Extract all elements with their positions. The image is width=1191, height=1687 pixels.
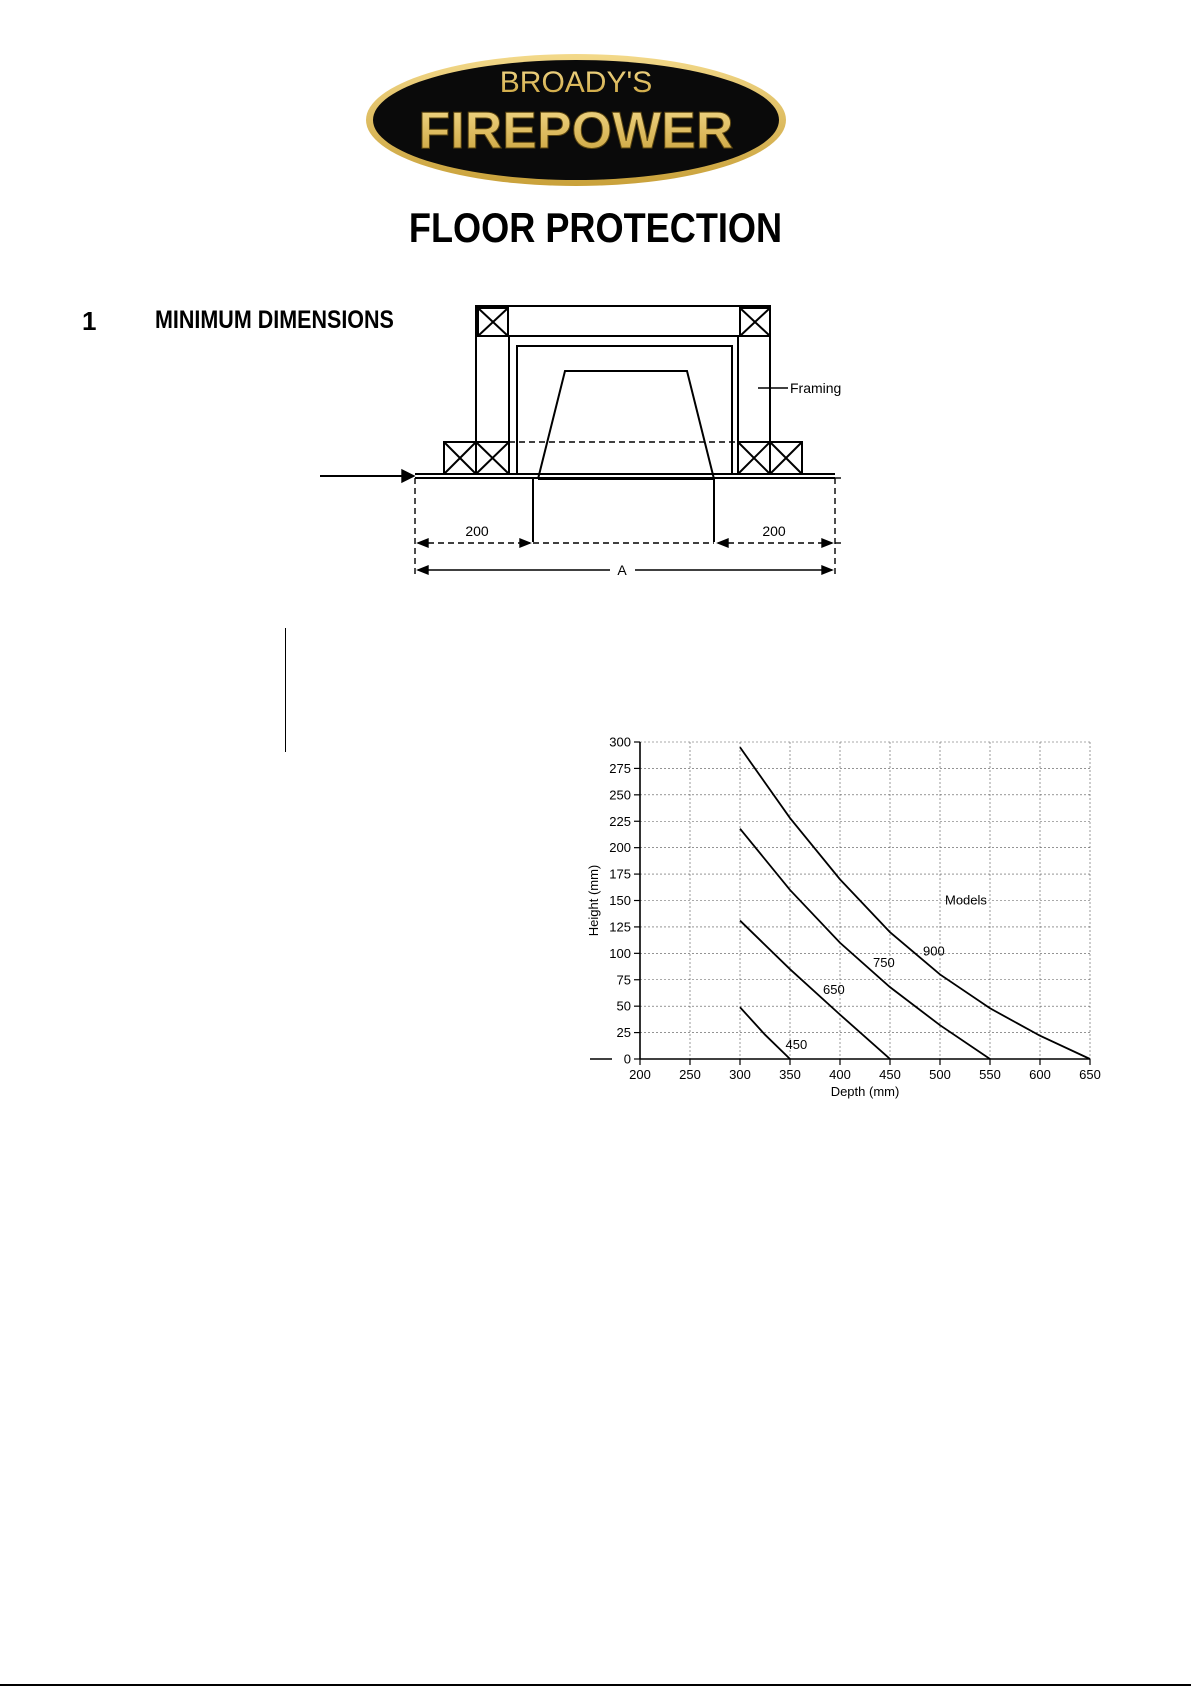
arrow-right-r: [822, 539, 832, 547]
x-tick-label: 450: [879, 1067, 901, 1082]
brand-logo: [364, 52, 788, 188]
y-tick-label: 275: [609, 760, 631, 776]
y-tick-label: 100: [609, 945, 631, 961]
y-tick-label: 250: [609, 787, 631, 803]
chart-legend-title: Models: [945, 892, 987, 908]
x-tick-label: 600: [1029, 1067, 1051, 1082]
y-tick-label: 75: [616, 972, 631, 988]
floor-block-left-1: [444, 442, 476, 474]
chart-lines: [740, 747, 1090, 1059]
right-dim-label: 200: [762, 523, 786, 539]
y-tick-label: 0: [623, 1051, 631, 1067]
series-line-650: [740, 921, 890, 1059]
margin-rule: [285, 628, 286, 752]
x-tick-label: 650: [1079, 1067, 1101, 1082]
logo-line2: FIREPOWER: [418, 102, 734, 160]
fireplace-body: [538, 371, 714, 479]
y-tick-label: 225: [609, 813, 631, 829]
corner-block-top-left: [478, 308, 508, 336]
minimum-dimensions-diagram: [310, 296, 850, 581]
section-number: 1: [82, 306, 97, 336]
floor-block-right-2: [770, 442, 802, 474]
x-tick-label: 350: [779, 1067, 801, 1082]
section-title: MINIMUM DIMENSIONS: [155, 306, 394, 334]
arrow-left-r: [520, 539, 530, 547]
y-tick-label: 50: [616, 998, 631, 1014]
x-tick-label: 500: [929, 1067, 951, 1082]
logo-line1: BROADY'S: [499, 66, 653, 99]
framing-label: Framing: [790, 380, 842, 396]
chart-ylabel: Height (mm): [586, 864, 601, 937]
y-tick-label: 175: [609, 866, 631, 882]
floor-block-left-2: [476, 442, 509, 474]
total-dim-label: A: [617, 562, 627, 578]
pointer-arrow-head: [402, 470, 414, 482]
series-line-900: [740, 747, 1090, 1059]
y-tick-label: 200: [609, 840, 631, 856]
chart-xlabel: Depth (mm): [830, 1084, 900, 1099]
series-line-450: [740, 1007, 790, 1059]
arrow-total-right: [822, 566, 832, 574]
chart-grid: [640, 742, 1090, 1059]
series-label-750: 750: [873, 954, 895, 970]
x-tick-label: 400: [829, 1067, 851, 1082]
page-title: FLOOR PROTECTION: [408, 204, 783, 251]
chart-ticks: [590, 735, 1101, 1083]
chart-labels: [786, 943, 945, 1052]
series-label-900: 900: [923, 943, 945, 959]
x-tick-label: 250: [679, 1067, 701, 1082]
y-tick-label: 25: [616, 1025, 631, 1041]
y-tick-label: 300: [609, 734, 631, 750]
series-label-450: 450: [785, 1036, 808, 1052]
framing-outer: [476, 306, 770, 336]
arrow-right-l: [718, 539, 728, 547]
height-depth-chart: [585, 732, 1105, 1112]
corner-block-top-right: [740, 308, 770, 336]
arrow-total-left: [418, 566, 428, 574]
floor-block-right-1: [738, 442, 770, 474]
y-tick-label: 125: [609, 919, 631, 935]
arrow-left-l: [418, 539, 428, 547]
series-line-750: [740, 829, 990, 1059]
x-tick-label: 200: [629, 1067, 651, 1082]
x-tick-label: 550: [979, 1067, 1001, 1082]
left-dim-label: 200: [465, 523, 489, 539]
footer-rule: [0, 1684, 1191, 1686]
x-tick-label: 300: [729, 1067, 751, 1082]
y-tick-label: 150: [609, 893, 631, 908]
lining: [517, 346, 732, 474]
series-label-650: 650: [823, 981, 845, 997]
